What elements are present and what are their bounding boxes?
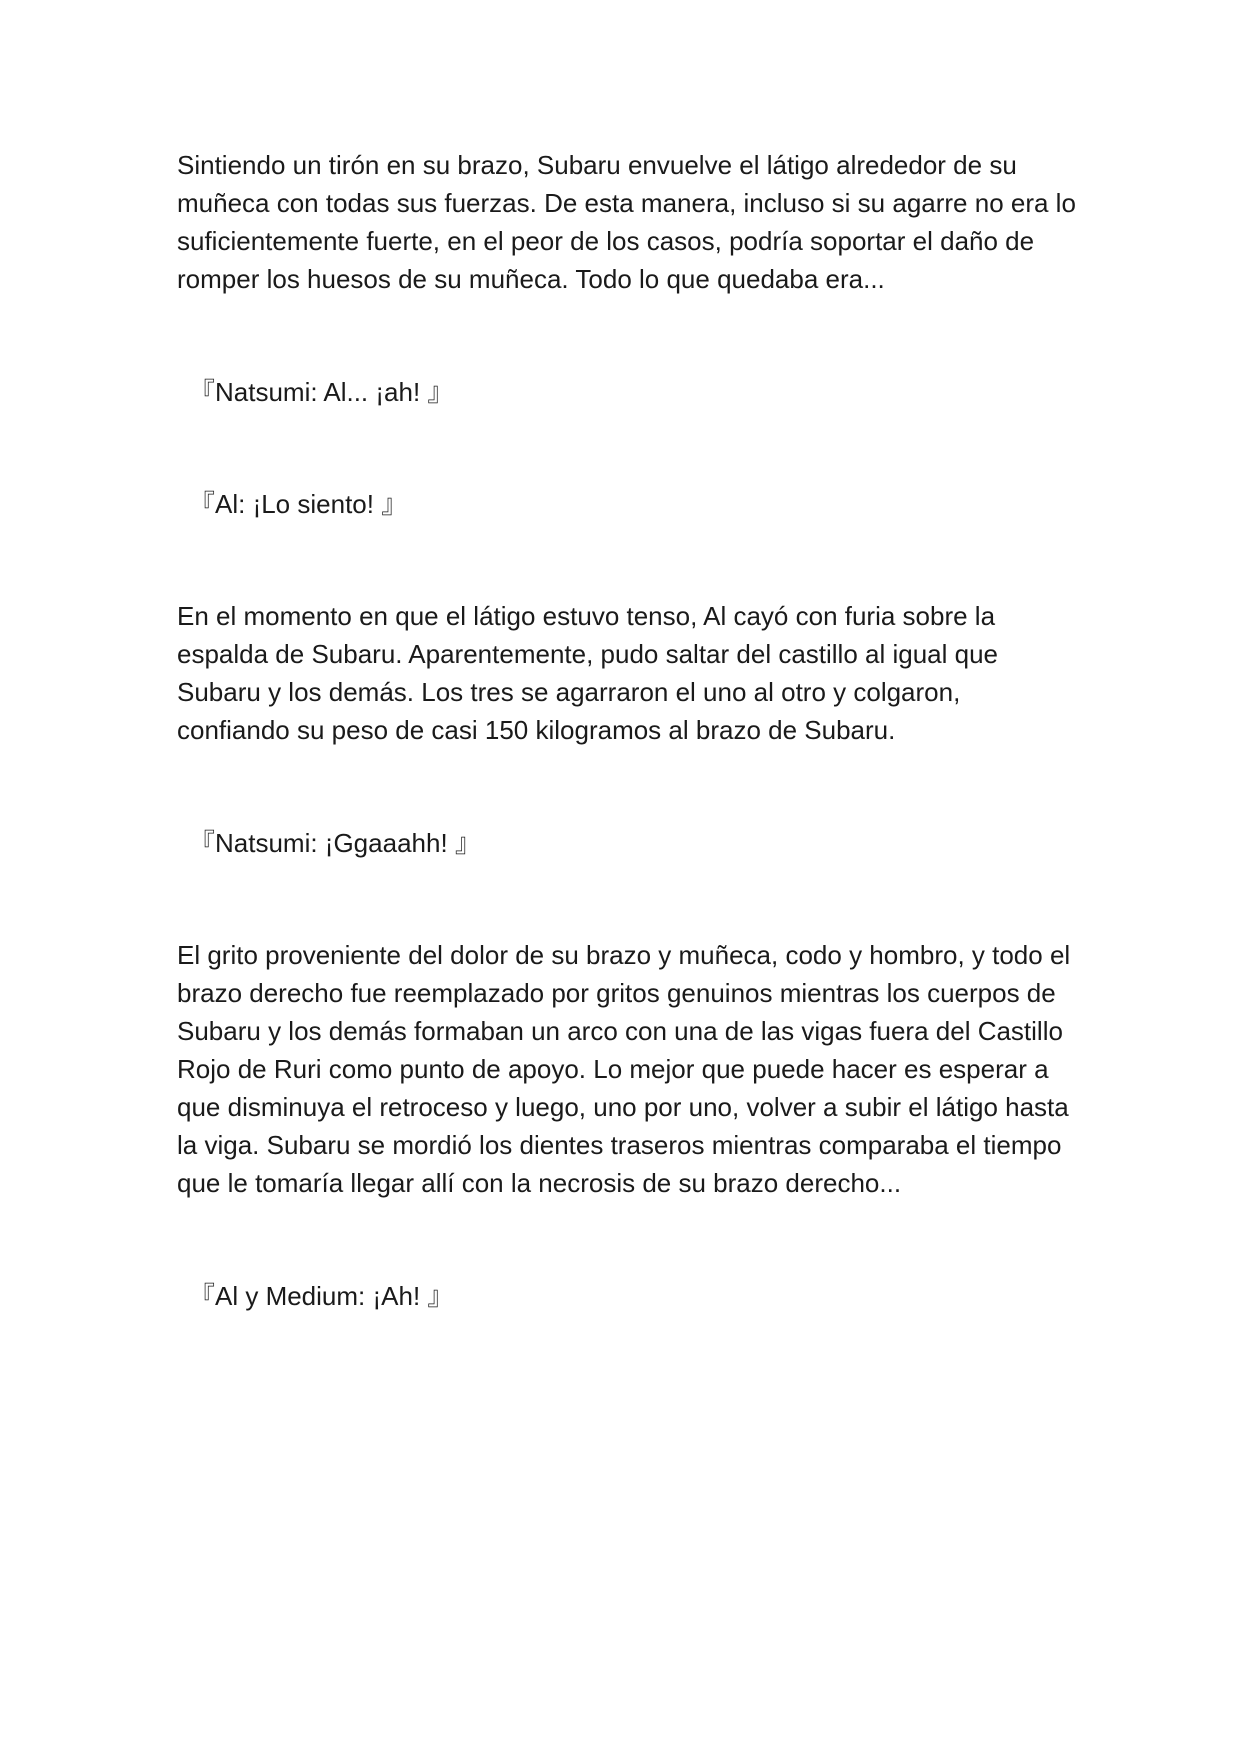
spacer [177, 1202, 1077, 1277]
dialogue-line-1: 『Natsumi: Al... ¡ah! 』 [189, 377, 454, 407]
paragraph-3: El grito proveniente del dolor de su brazo y muñeca, codo y hombro, y todo el brazo derecho fue reemplazado por gritos genuinos mientras los cuerpos de Subaru y los demás formaban un arco con una de las vigas fuera del Castillo Rojo de Ruri como punto de apoyo. Lo mejor que puede hacer es esperar a que disminuya el retroceso y luego, uno por uno, volver a subir el látigo hasta la viga. Subaru se mordió los dientes traseros mientras comparaba el tiempo que le tomaría llegar allí con la necrosis de su brazo derecho... [177, 940, 1071, 1198]
dialogue-line-3: 『Natsumi: ¡Ggaaahh! 』 [189, 828, 481, 858]
spacer [177, 749, 1077, 824]
dialogue-line-4: 『Al y Medium: ¡Ah! 』 [189, 1281, 454, 1311]
paragraph-1: Sintiendo un tirón en su brazo, Subaru envuelve el látigo alrededor de su muñeca con todas sus fuerzas. De esta manera, incluso si su agarre no era lo suficientemente fuerte, en el peor de los casos, podría soportar el daño de romper los huesos de su muñeca. Todo lo que quedaba era... [177, 150, 1076, 294]
page-body [177, 146, 1077, 1315]
paragraph-2: En el momento en que el látigo estuvo tenso, Al cayó con furia sobre la espalda de Subaru. Aparentemente, pudo saltar del castillo al igual que Subaru y los demás. Los tres se agarraron el uno al otro y colgaron, confiando su peso de casi 150 kilogramos al brazo de Subaru. [177, 601, 999, 745]
spacer [177, 523, 1077, 597]
spacer [177, 862, 1077, 936]
spacer [177, 411, 1077, 485]
dialogue-line-2: 『Al: ¡Lo siento! 』 [189, 489, 408, 519]
spacer [177, 298, 1077, 373]
